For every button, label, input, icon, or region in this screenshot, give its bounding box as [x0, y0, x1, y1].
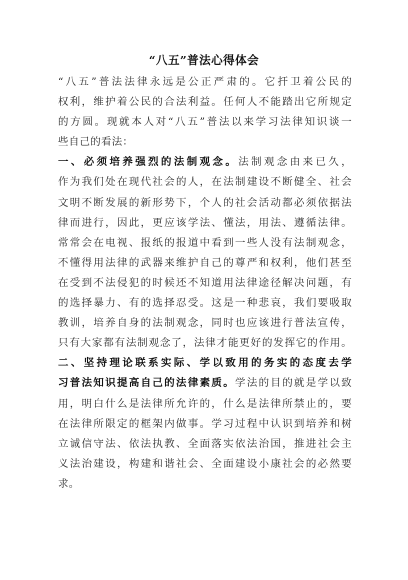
- text-line: [58, 233, 352, 253]
- text-line: [58, 92, 352, 112]
- text-line: [58, 414, 352, 434]
- line-text: 求。: [58, 477, 80, 490]
- text-line: [58, 152, 352, 172]
- document-body: [58, 72, 352, 494]
- text-line: [58, 112, 352, 132]
- text-line: [58, 333, 352, 353]
- section-heading: 二、坚持理论联系实际、学以致用的务实的态度去学: [58, 357, 352, 370]
- document-title: “八五”普法心得体会: [148, 53, 260, 67]
- text-line: [58, 313, 352, 333]
- line-text: 在受到不法侵犯的时候还不知道用法律途径解决问题，有: [58, 276, 352, 289]
- text-line: [58, 434, 352, 454]
- line-text: 权利，维护着公民的合法利益。任何人不能踏出它所规定: [58, 96, 352, 109]
- line-text: 律而进行，因此，更应该学法、懂法，用法、遵循法律。: [58, 216, 352, 229]
- line-text: 立诚信守法、依法执教、全面落实依法治国，推进社会主: [58, 437, 352, 450]
- text-line: [58, 172, 352, 192]
- section-heading: 一、必须培养强烈的法制观念。: [58, 156, 239, 169]
- text-line: [58, 193, 352, 213]
- text-line: [58, 454, 352, 474]
- section-heading: 习普法知识提高自己的法律素质。: [58, 377, 236, 390]
- text-line: [58, 72, 352, 92]
- line-text: “八五”普法法律永远是公正严肃的。它扞卫着公民的: [58, 76, 352, 88]
- line-text: 学法的目的就是学以致: [235, 377, 353, 390]
- line-text: 不懂得用法律的武器来维护自己的尊严和权利，他们甚至: [58, 256, 352, 269]
- text-line: [58, 253, 352, 273]
- line-text: 只有大家都有法制观念了，法律才能更好的发挥它的作用。: [58, 337, 352, 350]
- text-line: [58, 353, 352, 373]
- line-text: 常常会在电视、报纸的报道中看到一些人没有法制观念，: [58, 236, 352, 249]
- line-text: 用，明白什么是法律所允许的，什么是法律所禁止的，要: [58, 397, 352, 410]
- text-line: [58, 474, 352, 494]
- line-text: 的方圆。现就本人对“八五”普法以来学习法律知识谈一: [58, 116, 352, 129]
- line-text: 义法治建设，构建和谐社会、全面建设小康社会的必然要: [58, 457, 352, 470]
- text-line: [58, 373, 352, 393]
- text-line: [58, 132, 352, 152]
- line-text: 的选择暴力、有的选择忍受。这是一种悲哀，我们要吸取: [58, 297, 352, 310]
- text-line: [58, 273, 352, 293]
- line-text: 教训，培养自身的法制观念，同时也应该进行普法宣传，: [58, 317, 352, 330]
- line-text: 作为我们处在现代社会的人，在法制建设不断健全、社会: [58, 176, 352, 189]
- text-line: [58, 213, 352, 233]
- line-text: 文明不断发展的新形势下，个人的社会活动都必须依据法: [58, 196, 352, 209]
- text-line: [58, 394, 352, 414]
- line-text: 法制观念由来已久，: [238, 156, 352, 169]
- line-text: 些自己的看法：: [58, 136, 134, 149]
- line-text: 在法律所限定的框架内做事。学习过程中认识到培养和树: [58, 417, 352, 430]
- text-line: [58, 293, 352, 313]
